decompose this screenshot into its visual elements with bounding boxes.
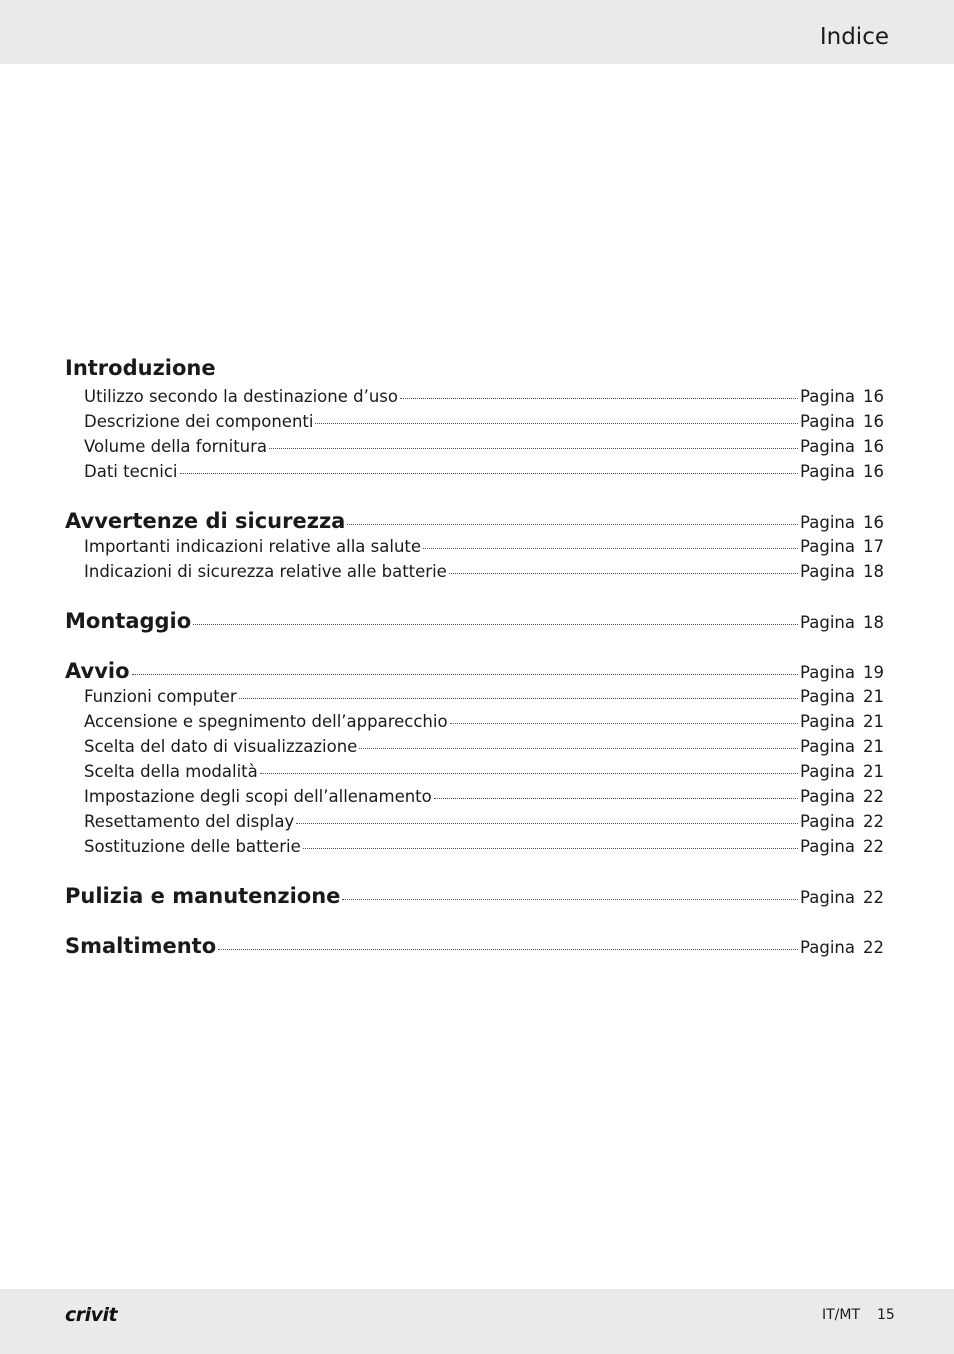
dot-leader [359, 748, 798, 749]
toc-entry[interactable] [65, 809, 884, 834]
toc-entry[interactable] [65, 559, 884, 584]
page-label: Pagina [800, 837, 855, 856]
toc-section [65, 609, 884, 634]
toc-entry[interactable] [65, 759, 884, 784]
toc-heading-title: Montaggio [65, 609, 192, 633]
toc-entry[interactable] [65, 384, 884, 409]
page-number: 22 [863, 837, 884, 856]
dot-leader [342, 899, 798, 900]
page-number: 21 [863, 737, 884, 756]
toc-entry-label: Scelta del dato di visualizzazione [84, 737, 358, 756]
page-label: Pagina [800, 537, 855, 556]
page-label: Pagina [800, 387, 855, 406]
toc-entry-label: Importanti indicazioni relative alla salute [84, 537, 422, 556]
toc-section [65, 659, 884, 859]
toc-entry-label: Impostazione degli scopi dell’allenamento [84, 787, 432, 806]
toc-entry-label: Scelta della modalità [84, 762, 258, 781]
dot-leader [296, 823, 798, 824]
toc-section [65, 509, 884, 584]
toc-entry[interactable] [65, 534, 884, 559]
page-number: 22 [863, 787, 884, 806]
toc-entry-label: Utilizzo secondo la destinazione d’uso [84, 387, 398, 406]
dot-leader [450, 723, 798, 724]
page-reference [800, 935, 884, 960]
page-label: Pagina [800, 687, 855, 706]
dot-leader [434, 798, 798, 799]
page-number: 16 [863, 412, 884, 431]
page-number: 21 [863, 712, 884, 731]
page-number: 22 [863, 888, 884, 907]
page-reference [800, 434, 884, 459]
toc-entry[interactable] [65, 784, 884, 809]
footer-page-number: 15 [877, 1307, 895, 1323]
page-reference [800, 534, 884, 559]
page-reference [800, 759, 884, 784]
page-number: 19 [863, 663, 884, 682]
toc-entry-label: Accensione e spegnimento dell’apparecchio [84, 712, 448, 731]
page-label: Pagina [800, 712, 855, 731]
page-number: 18 [863, 562, 884, 581]
page-reference [800, 709, 884, 734]
page-label: Pagina [800, 513, 855, 532]
page-reference [800, 559, 884, 584]
page-reference [800, 610, 884, 635]
page-number: 21 [863, 687, 884, 706]
page-reference [800, 734, 884, 759]
toc-entry[interactable] [65, 434, 884, 459]
page-reference [800, 885, 884, 910]
toc-heading-title: Smaltimento [65, 934, 217, 958]
toc-entry[interactable] [65, 734, 884, 759]
toc-heading-row[interactable] [65, 609, 884, 634]
footer-band [0, 1289, 954, 1354]
dot-leader [260, 773, 798, 774]
toc-entry-label: Resettamento del display [84, 812, 295, 831]
dot-leader [239, 698, 798, 699]
footer-language: IT/MT [822, 1307, 861, 1323]
page-number: 16 [863, 437, 884, 456]
toc-section [65, 884, 884, 909]
page-label: Pagina [800, 437, 855, 456]
toc-heading-row[interactable] [65, 353, 884, 384]
page-label: Pagina [800, 412, 855, 431]
page-label: Pagina [800, 938, 855, 957]
toc-heading-title: Avvertenze di sicurezza [65, 509, 346, 533]
page-number: 22 [863, 938, 884, 957]
page-reference [800, 784, 884, 809]
toc-entry-label: Sostituzione delle batterie [84, 837, 301, 856]
toc-section [65, 934, 884, 959]
dot-leader [315, 423, 798, 424]
toc-entry[interactable] [65, 409, 884, 434]
dot-leader [132, 674, 799, 675]
toc-entry-label: Indicazioni di sicurezza relative alle batterie [84, 562, 447, 581]
toc-entry[interactable] [65, 459, 884, 484]
page-reference [800, 834, 884, 859]
toc-section [65, 353, 884, 484]
toc-heading-row[interactable] [65, 659, 884, 684]
toc-heading-title: Introduzione [65, 356, 216, 380]
page-reference [800, 510, 884, 535]
toc-entry-label: Dati tecnici [84, 462, 178, 481]
toc-heading-row[interactable] [65, 884, 884, 909]
toc-heading-title: Pulizia e manutenzione [65, 884, 341, 908]
toc-entry-label: Descrizione dei componenti [84, 412, 314, 431]
page-number: 16 [863, 387, 884, 406]
page-reference [800, 459, 884, 484]
dot-leader [269, 448, 798, 449]
page-label: Pagina [800, 737, 855, 756]
page-number: 22 [863, 812, 884, 831]
dot-leader [400, 398, 798, 399]
page-title: Indice [819, 24, 889, 50]
page-label: Pagina [800, 562, 855, 581]
toc-entry[interactable] [65, 834, 884, 859]
page-label: Pagina [800, 663, 855, 682]
dot-leader [303, 848, 798, 849]
page-label: Pagina [800, 762, 855, 781]
toc-entry[interactable] [65, 709, 884, 734]
table-of-contents [65, 353, 884, 984]
page-label: Pagina [800, 613, 855, 632]
dot-leader [449, 573, 798, 574]
dot-leader [180, 473, 799, 474]
toc-entry-label: Volume della fornitura [84, 437, 268, 456]
page-number: 21 [863, 762, 884, 781]
page-reference [800, 409, 884, 434]
page-label: Pagina [800, 812, 855, 831]
toc-heading-row[interactable] [65, 509, 884, 534]
page-reference [800, 809, 884, 834]
dot-leader [423, 548, 798, 549]
page-reference [800, 684, 884, 709]
page-reference [800, 384, 884, 409]
toc-entry[interactable] [65, 684, 884, 709]
page-number: 16 [863, 462, 884, 481]
page-number: 17 [863, 537, 884, 556]
toc-heading-title: Avvio [65, 659, 130, 683]
brand-logo: crivit [65, 1304, 118, 1326]
page-label: Pagina [800, 888, 855, 907]
page-number: 16 [863, 513, 884, 532]
toc-entry-label: Funzioni computer [84, 687, 237, 706]
page-reference [800, 660, 884, 685]
dot-leader [193, 624, 798, 625]
page-label: Pagina [800, 462, 855, 481]
page-number: 18 [863, 613, 884, 632]
page-label: Pagina [800, 787, 855, 806]
dot-leader [218, 949, 798, 950]
dot-leader [347, 524, 798, 525]
toc-heading-row[interactable] [65, 934, 884, 959]
header-band [0, 0, 954, 64]
